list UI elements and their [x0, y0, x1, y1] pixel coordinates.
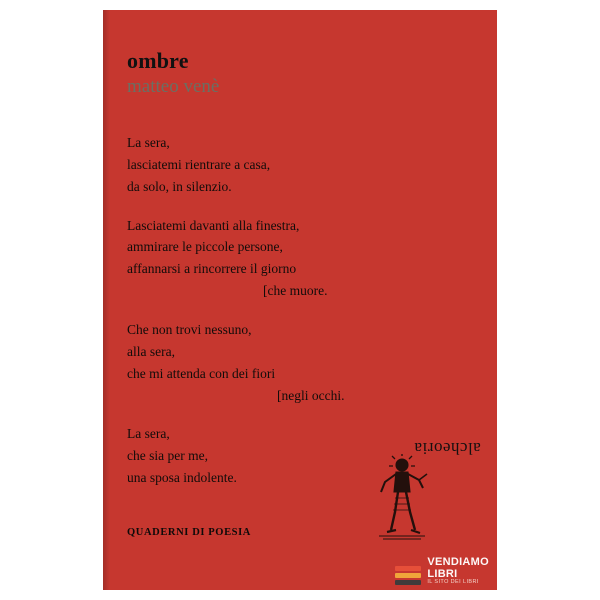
watermark-bar	[395, 580, 421, 585]
poem-line: da solo, in silenzio.	[127, 178, 232, 194]
poem-line: che sia per me,	[127, 448, 208, 464]
watermark-line-1: VENDIAMO	[427, 556, 489, 569]
book-title: ombre	[127, 48, 189, 73]
watermark-bars-icon	[395, 559, 421, 585]
poem-line: La sera,	[127, 135, 170, 150]
poem-line: La sera,	[127, 426, 170, 442]
watermark-bar	[395, 573, 421, 578]
publisher-logo	[363, 436, 483, 546]
poem-line: [negli occhi.	[277, 387, 345, 403]
watermark-line-3: IL SITO DEI LIBRI	[427, 579, 479, 586]
watermark-line-2: LIBRI	[427, 567, 458, 580]
book-author: matteo venè	[127, 76, 220, 98]
poem-line: lasciatemi rientrare a casa,	[127, 156, 271, 172]
poem-line: Lasciatemi davanti alla finestra,	[127, 217, 300, 233]
poem-line: Che non trovi nessuno,	[127, 322, 252, 338]
spine-shading	[103, 10, 110, 590]
poem-line: ammirare le piccole persone,	[127, 239, 283, 255]
poem-stanza	[127, 132, 467, 198]
book-cover	[103, 10, 497, 590]
title-block	[127, 48, 457, 98]
poem-stanza	[127, 215, 467, 302]
watermark	[395, 557, 489, 586]
poem-line: [che muore.	[263, 283, 328, 299]
poem-line: una sposa indolente.	[127, 470, 237, 486]
poem-line: alla sera,	[127, 343, 175, 359]
watermark-bar	[395, 566, 421, 571]
poem-line: affannarsi a rincorrere il giorno	[127, 261, 297, 277]
poem-line: che mi attenda con dei fiori	[127, 365, 276, 381]
publisher-name: alcheoria	[414, 439, 481, 458]
watermark-text	[427, 557, 489, 586]
poem-stanza	[127, 319, 467, 406]
woodcut-figure-icon	[371, 454, 433, 542]
series-label: QUADERNI DI POESIA	[127, 527, 251, 538]
